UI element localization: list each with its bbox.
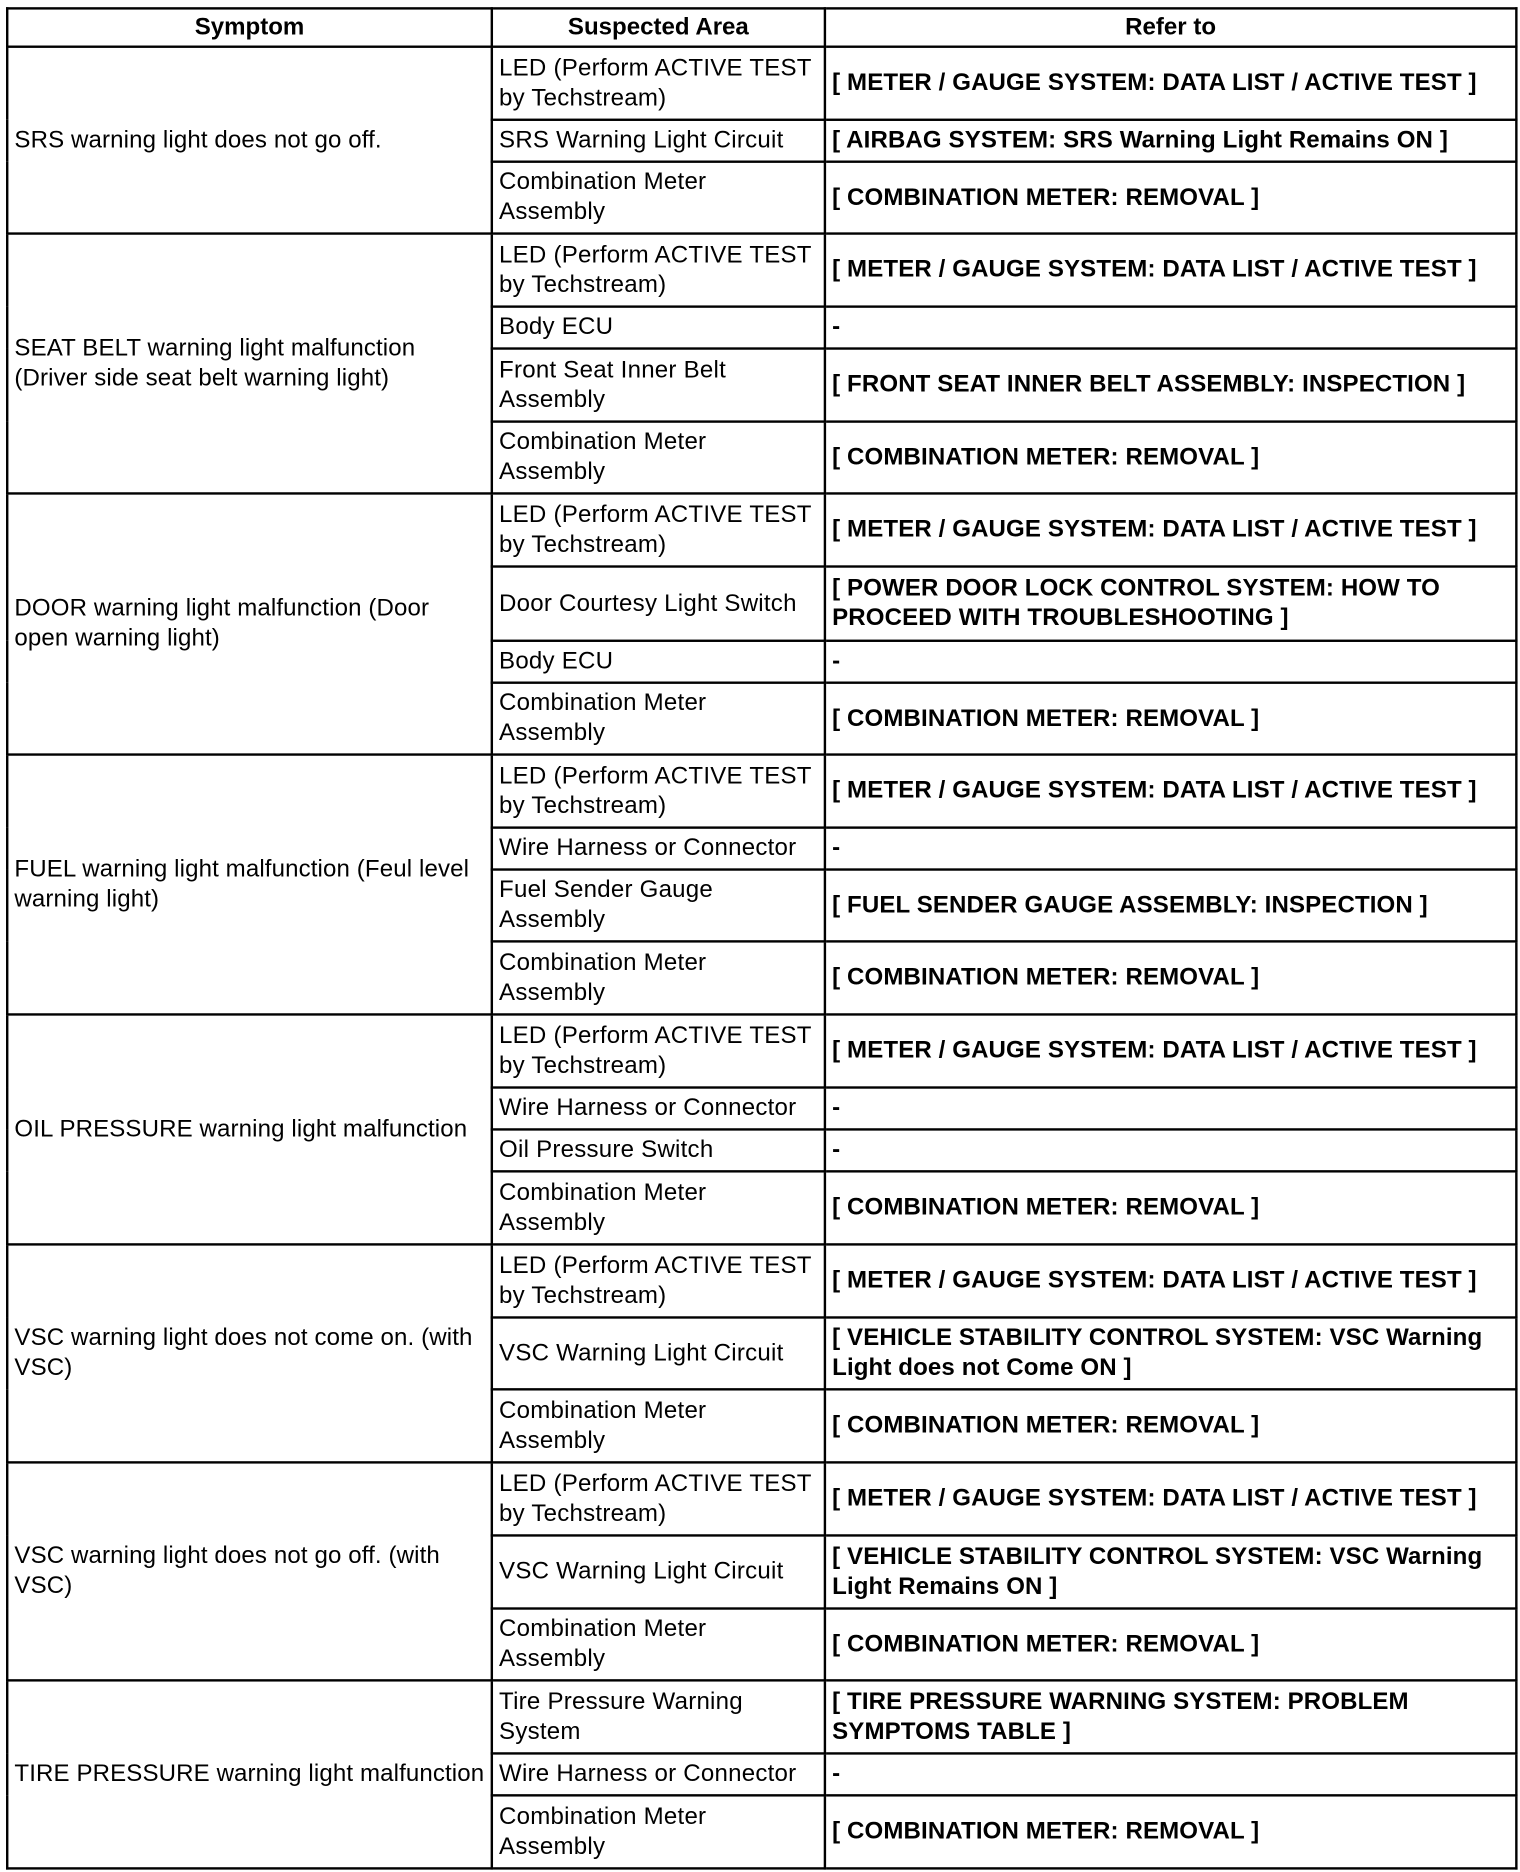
refer-to-cell: [ METER / GAUGE SYSTEM: DATA LIST / ACTIVE TEST ] (825, 47, 1516, 120)
table-row (7, 755, 1516, 828)
refer-to-cell: - (825, 828, 1516, 870)
refer-to-cell: [ POWER DOOR LOCK CONTROL SYSTEM: HOW TO PROCEED WITH TROUBLESHOOTING ] (825, 567, 1516, 641)
suspected-area-cell: VSC Warning Light Circuit (492, 1535, 825, 1608)
table-row (7, 234, 1516, 307)
table-row (7, 1244, 1516, 1317)
suspected-area-cell: Combination Meter Assembly (492, 422, 825, 494)
refer-to-cell: [ METER / GAUGE SYSTEM: DATA LIST / ACTIVE TEST ] (825, 755, 1516, 828)
suspected-area-cell: VSC Warning Light Circuit (492, 1317, 825, 1389)
symptom-cell: DOOR warning light malfunction (Door open warning light) (7, 493, 492, 754)
table-row (7, 1680, 1516, 1753)
refer-to-cell: [ TIRE PRESSURE WARNING SYSTEM: PROBLEM SYMPTOMS TABLE ] (825, 1680, 1516, 1753)
suspected-area-cell: LED (Perform ACTIVE TEST by Techstream) (492, 47, 825, 120)
table-row (7, 493, 1516, 566)
table-row (7, 1014, 1516, 1087)
refer-to-cell: [ FUEL SENDER GAUGE ASSEMBLY: INSPECTION ] (825, 870, 1516, 942)
suspected-area-cell: Tire Pressure Warning System (492, 1680, 825, 1753)
refer-to-cell: [ COMBINATION METER: REMOVAL ] (825, 1795, 1516, 1868)
refer-to-cell: [ METER / GAUGE SYSTEM: DATA LIST / ACTIVE TEST ] (825, 234, 1516, 307)
suspected-area-cell: Combination Meter Assembly (492, 1609, 825, 1681)
refer-to-cell: - (825, 1753, 1516, 1795)
suspected-area-cell: Wire Harness or Connector (492, 828, 825, 870)
suspected-area-cell: Body ECU (492, 307, 825, 349)
symptom-cell: VSC warning light does not come on. (with VSC) (7, 1244, 492, 1462)
refer-to-cell: [ AIRBAG SYSTEM: SRS Warning Light Remains ON ] (825, 120, 1516, 162)
suspected-area-cell: LED (Perform ACTIVE TEST by Techstream) (492, 755, 825, 828)
suspected-area-cell: Combination Meter Assembly (492, 162, 825, 234)
table-row (7, 1462, 1516, 1535)
suspected-area-cell: Body ECU (492, 641, 825, 683)
suspected-area-cell: SRS Warning Light Circuit (492, 120, 825, 162)
symptom-cell: VSC warning light does not go off. (with VSC) (7, 1462, 492, 1680)
refer-to-cell: [ COMBINATION METER: REMOVAL ] (825, 1171, 1516, 1244)
table-body (7, 47, 1516, 1869)
symptom-cell: FUEL warning light malfunction (Feul level warning light) (7, 755, 492, 1015)
refer-to-cell: [ VEHICLE STABILITY CONTROL SYSTEM: VSC Warning Light does not Come ON ] (825, 1317, 1516, 1389)
suspected-area-cell: LED (Perform ACTIVE TEST by Techstream) (492, 234, 825, 307)
refer-to-cell: - (825, 307, 1516, 349)
suspected-area-cell: LED (Perform ACTIVE TEST by Techstream) (492, 493, 825, 566)
suspected-area-cell: Front Seat Inner Belt Assembly (492, 349, 825, 422)
suspected-area-cell: Combination Meter Assembly (492, 683, 825, 755)
problem-symptoms-table (6, 7, 1518, 1869)
suspected-area-cell: LED (Perform ACTIVE TEST by Techstream) (492, 1014, 825, 1087)
refer-to-cell: [ METER / GAUGE SYSTEM: DATA LIST / ACTIVE TEST ] (825, 1244, 1516, 1317)
symptom-cell: SEAT BELT warning light malfunction (Driver side seat belt warning light) (7, 234, 492, 494)
suspected-area-cell: Fuel Sender Gauge Assembly (492, 870, 825, 942)
suspected-area-cell: Wire Harness or Connector (492, 1753, 825, 1795)
refer-to-cell: - (825, 641, 1516, 683)
refer-to-cell: [ COMBINATION METER: REMOVAL ] (825, 162, 1516, 234)
refer-to-cell: [ COMBINATION METER: REMOVAL ] (825, 1609, 1516, 1681)
header-refer-to: Refer to (825, 8, 1516, 46)
symptom-cell: SRS warning light does not go off. (7, 47, 492, 234)
symptom-cell: OIL PRESSURE warning light malfunction (7, 1014, 492, 1244)
header-symptom: Symptom (7, 8, 492, 46)
suspected-area-cell: Combination Meter Assembly (492, 1389, 825, 1462)
refer-to-cell: [ FRONT SEAT INNER BELT ASSEMBLY: INSPECTION ] (825, 349, 1516, 422)
refer-to-cell: [ METER / GAUGE SYSTEM: DATA LIST / ACTIVE TEST ] (825, 493, 1516, 566)
refer-to-cell: [ COMBINATION METER: REMOVAL ] (825, 422, 1516, 494)
suspected-area-cell: Combination Meter Assembly (492, 1171, 825, 1244)
refer-to-cell: [ METER / GAUGE SYSTEM: DATA LIST / ACTIVE TEST ] (825, 1462, 1516, 1535)
suspected-area-cell: Wire Harness or Connector (492, 1088, 825, 1130)
suspected-area-cell: Oil Pressure Switch (492, 1129, 825, 1171)
refer-to-cell: [ COMBINATION METER: REMOVAL ] (825, 941, 1516, 1014)
refer-to-cell: - (825, 1088, 1516, 1130)
suspected-area-cell: LED (Perform ACTIVE TEST by Techstream) (492, 1462, 825, 1535)
refer-to-cell: [ VEHICLE STABILITY CONTROL SYSTEM: VSC Warning Light Remains ON ] (825, 1535, 1516, 1608)
refer-to-cell: [ COMBINATION METER: REMOVAL ] (825, 683, 1516, 755)
table-row (7, 47, 1516, 120)
suspected-area-cell: Combination Meter Assembly (492, 1795, 825, 1868)
suspected-area-cell: LED (Perform ACTIVE TEST by Techstream) (492, 1244, 825, 1317)
header-suspected-area: Suspected Area (492, 8, 825, 46)
refer-to-cell: - (825, 1129, 1516, 1171)
suspected-area-cell: Combination Meter Assembly (492, 941, 825, 1014)
refer-to-cell: [ METER / GAUGE SYSTEM: DATA LIST / ACTIVE TEST ] (825, 1014, 1516, 1087)
refer-to-cell: [ COMBINATION METER: REMOVAL ] (825, 1389, 1516, 1462)
symptom-cell: TIRE PRESSURE warning light malfunction (7, 1680, 492, 1868)
suspected-area-cell: Door Courtesy Light Switch (492, 567, 825, 641)
table-header-row (7, 8, 1516, 46)
